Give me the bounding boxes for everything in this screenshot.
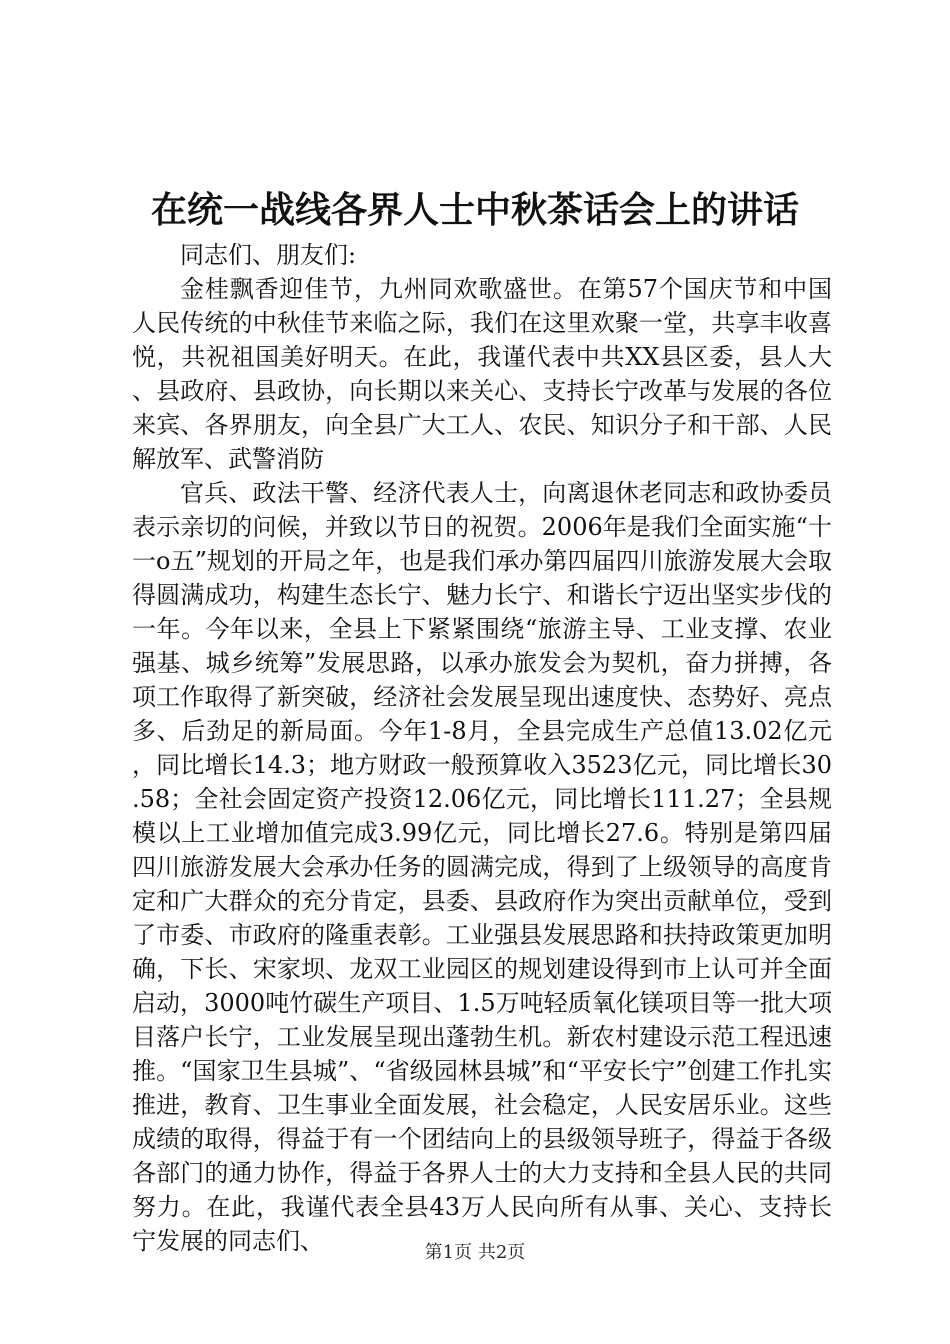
page-number-footer: 第1页 共2页 (424, 1242, 526, 1263)
paragraph-opening: 金桂飘香迎佳节，九州同欢歌盛世。在第57个国庆节和中国人民传统的中秋佳节来临之际，我们在这里欢聚一堂，共享丰收喜悦，共祝祖国美好明天。在此，我谨代表中共XX县区委，县人大、县政府、县政协，向长期以来关心、支持长宁改革与发展的各位来宾、各界朋友，向全县广大工人、农民、知识分子和干部、人民解放军、武警消防 (132, 275, 832, 473)
page-title: 在统一战线各界人士中秋茶话会上的讲话 (150, 189, 799, 231)
document-body (132, 238, 832, 1258)
salutation: 同志们、朋友们: (180, 241, 357, 269)
paragraph-achievements: 官兵、政法干警、经济代表人士，向离退休老同志和政协委员表示亲切的问候，并致以节日的祝贺。2006年是我们全面实施“十一o五”规划的开局之年，也是我们承办第四届四川旅游发展大会取得圆满成功，构建生态长宁、魅力长宁、和谐长宁迈出坚实步伐的一年。今年以来，全县上下紧紧围绕“旅游主导、工业支撑、农业强基、城乡统筹”发展思路，以承办旅发会为契机，奋力拼搏，各项工作取得了新突破，经济社会发展呈现出速度快、态势好、亮点多、后劲足的新局面。今年1-8月，全县完成生产总值13.02亿元，同比增长14.3；地方财政一般预算收入3523亿元，同比增长30.58；全社会固定资产投资12.06亿元，同比增长111.27；全县规模以上工业增加值完成3.99亿元，同比增长27.6。特别是第四届四川旅游发展大会承办任务的圆满完成，得到了上级领导的高度肯定和广大群众的充分肯定，县委、县政府作为突出贡献单位，受到了市委、市政府的隆重表彰。工业强县发展思路和扶持政策更加明确，下长、宋家坝、龙双工业园区的规划建设得到市上认可并全面启动，3000吨竹碳生产项目、1.5万吨轻质氧化镁项目等一批大项目落户长宁，工业发展呈现出蓬勃生机。新农村建设示范工程迅速推。“国家卫生县城”、“省级园林县城”和“平安长宁”创建工作扎实推进，教育、卫生事业全面发展，社会稳定，人民安居乐业。这些成绩的取得，得益于有一个团结向上的县级领导班子，得益于各级各部门的通力协作，得益于各界人士的大力支持和全县人民的共同努力。在此，我谨代表全县43万人民向所有从事、关心、支持长宁发展的同志们、 (132, 479, 832, 1255)
